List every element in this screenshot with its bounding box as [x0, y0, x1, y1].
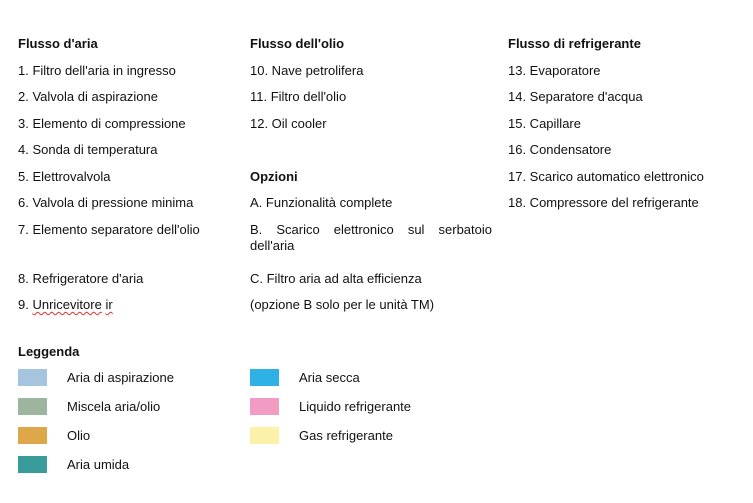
legend-item-gas-refrigerant	[250, 427, 470, 456]
option-item: B. Scarico elettronico sul serbatoio dell'aria	[250, 221, 492, 253]
air-flow-heading: Flusso d'aria	[18, 36, 98, 51]
list-item: 15. Capillare	[508, 115, 581, 131]
legend-label: Aria umida	[67, 457, 130, 472]
color-swatch	[18, 369, 47, 386]
legend-column-left	[18, 369, 238, 485]
list-item-9	[18, 297, 238, 324]
list-item: 5. Elettrovalvola	[18, 168, 111, 184]
legend-item-liquid-refrigerant	[250, 398, 470, 427]
list-item: 16. Condensatore	[508, 142, 612, 157]
list-item: 11. Filtro dell'olio	[250, 89, 347, 104]
list-item: 10. Nave petrolifera	[250, 62, 364, 78]
refrigerant-flow-heading: Flusso di refrigerante	[508, 36, 641, 51]
options-note: (opzione B solo per le unità TM)	[250, 297, 435, 312]
legend-item-air-oil-mix	[18, 398, 238, 427]
option-item: C. Filtro aria ad alta efficienza	[250, 270, 422, 286]
list-item: 13. Evaporatore	[508, 62, 601, 78]
color-swatch	[250, 369, 279, 386]
color-swatch	[250, 427, 279, 444]
legend-item-intake-air	[18, 369, 238, 398]
air-flow-column	[18, 36, 238, 324]
list-item: 4. Sonda di temperatura	[18, 142, 158, 157]
list-item-9-prefix: 9.	[18, 297, 33, 312]
color-swatch	[250, 398, 279, 415]
list-item: 12. Oil cooler	[250, 115, 327, 131]
legend-label: Aria di aspirazione	[67, 370, 174, 385]
oil-flow-column	[250, 36, 492, 324]
spacer	[250, 142, 492, 169]
legend-item-oil	[18, 427, 238, 456]
refrigerant-flow-column	[508, 36, 743, 222]
list-item: 7. Elemento separatore dell'olio	[18, 221, 200, 237]
legend-item-humid-air	[18, 456, 238, 485]
options-heading: Opzioni	[250, 168, 298, 184]
legend-label: Gas refrigerante	[299, 428, 393, 443]
legend-label: Olio	[67, 428, 91, 443]
list-item: 18. Compressore del refrigerante	[508, 195, 699, 210]
list-item: 1. Filtro dell'aria in ingresso	[18, 62, 176, 78]
list-item: 6. Valvola di pressione minima	[18, 195, 194, 210]
spellcheck-word[interactable]: Unricevitore	[32, 297, 102, 312]
list-item: 14. Separatore d'acqua	[508, 89, 643, 104]
legend-label: Miscela aria/olio	[67, 399, 161, 414]
legend-label: Aria secca	[299, 370, 360, 385]
color-swatch	[18, 398, 47, 415]
list-item: 8. Refrigeratore d'aria	[18, 270, 144, 286]
legend-title: Leggenda	[18, 344, 80, 359]
color-swatch	[18, 456, 47, 473]
option-item: A. Funzionalità complete	[250, 195, 393, 210]
legend-item-dry-air	[250, 369, 470, 398]
list-item: 3. Elemento di compressione	[18, 115, 186, 131]
legend-column-right	[250, 369, 470, 456]
oil-flow-heading: Flusso dell'olio	[250, 36, 345, 51]
list-item: 2. Valvola di aspirazione	[18, 89, 158, 104]
spellcheck-word[interactable]: ir	[105, 297, 113, 312]
list-item: 17. Scarico automatico elettronico	[508, 168, 704, 184]
color-swatch	[18, 427, 47, 444]
legend-label: Liquido refrigerante	[299, 399, 412, 414]
